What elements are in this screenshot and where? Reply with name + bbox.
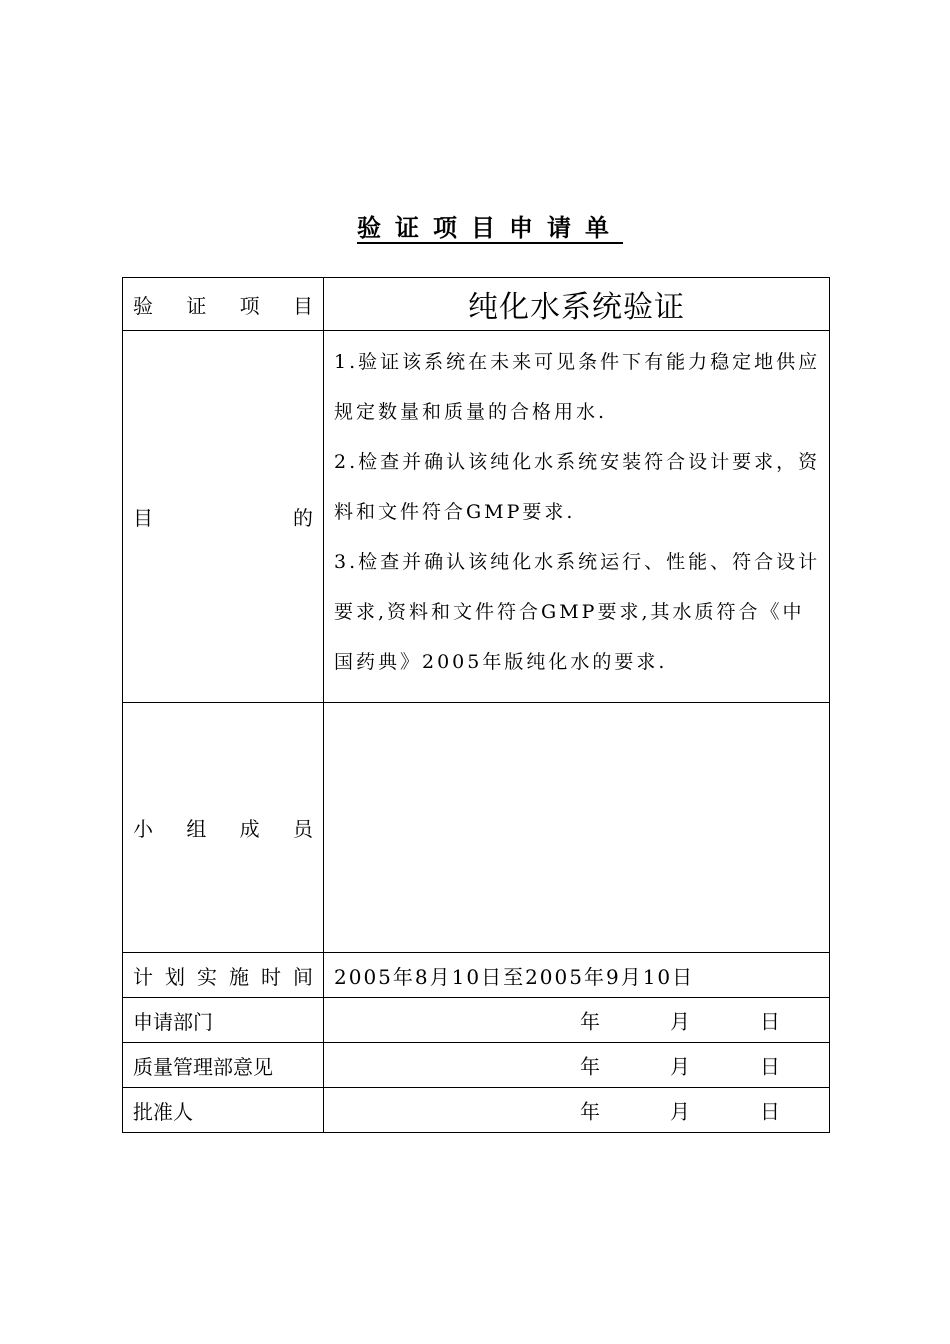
row-applying-department xyxy=(123,998,830,1043)
date-month: 月 xyxy=(670,1009,690,1034)
row-schedule xyxy=(123,953,830,998)
date-day: 日 xyxy=(760,1009,780,1034)
date-month: 月 xyxy=(670,1099,690,1124)
label-char: 项 xyxy=(239,293,260,318)
approver-label: 批准人 xyxy=(123,1088,324,1133)
label-char: 实 xyxy=(197,964,217,989)
row-team xyxy=(123,703,830,953)
team-label xyxy=(123,703,324,953)
document-title: 验证项目申请单 xyxy=(357,213,623,242)
label-char: 验 xyxy=(133,293,153,318)
purpose-value[interactable] xyxy=(324,331,830,703)
label-char: 员 xyxy=(292,817,313,841)
label-char: 时 xyxy=(261,964,281,989)
label-char: 划 xyxy=(165,964,185,989)
purpose-item-2: 2.检查并确认该纯化水系统安装符合设计要求，资料和文件符合GMP要求. xyxy=(334,451,821,523)
date-year: 年 xyxy=(580,1099,600,1124)
date-day: 日 xyxy=(760,1054,780,1079)
approver-date[interactable] xyxy=(324,1088,830,1133)
label-char: 的 xyxy=(293,506,313,530)
date-month: 月 xyxy=(670,1054,690,1079)
row-project xyxy=(123,278,830,331)
label-char: 间 xyxy=(293,964,313,989)
label-char: 施 xyxy=(229,964,249,989)
label-char: 计 xyxy=(133,964,153,989)
applying-department-date[interactable] xyxy=(324,998,830,1043)
row-purpose xyxy=(123,331,830,703)
date-day: 日 xyxy=(760,1099,780,1124)
label-char: 目 xyxy=(292,293,313,318)
qa-opinion-label: 质量管理部意见 xyxy=(123,1043,324,1088)
label-char: 证 xyxy=(186,293,207,318)
team-members-value[interactable] xyxy=(324,703,830,953)
date-year: 年 xyxy=(580,1054,600,1079)
schedule-value[interactable]: 2005年8月10日至2005年9月10日 xyxy=(324,953,830,998)
applying-department-label: 申请部门 xyxy=(123,998,324,1043)
qa-opinion-date[interactable] xyxy=(324,1043,830,1088)
purpose-label xyxy=(123,331,324,703)
label-char: 小 xyxy=(133,817,153,841)
label-char: 组 xyxy=(186,817,207,841)
date-year: 年 xyxy=(580,1009,600,1034)
project-name-value[interactable]: 纯化水系统验证 xyxy=(324,278,830,331)
schedule-label xyxy=(123,953,324,998)
project-label xyxy=(123,278,324,331)
purpose-item-1: 1.验证该系统在未来可见条件下有能力稳定地供应规定数量和质量的合格用水. xyxy=(334,351,821,423)
label-char: 成 xyxy=(239,817,260,841)
label-char: 目 xyxy=(133,506,153,530)
row-qa-opinion xyxy=(123,1043,830,1088)
row-approver xyxy=(123,1088,830,1133)
application-form-table xyxy=(122,277,830,1133)
purpose-item-3: 3.检查并确认该纯化水系统运行、性能、符合设计要求,资料和文件符合GMP要求,其水质符合《中国药典》2005年版纯化水的要求. xyxy=(334,551,821,673)
